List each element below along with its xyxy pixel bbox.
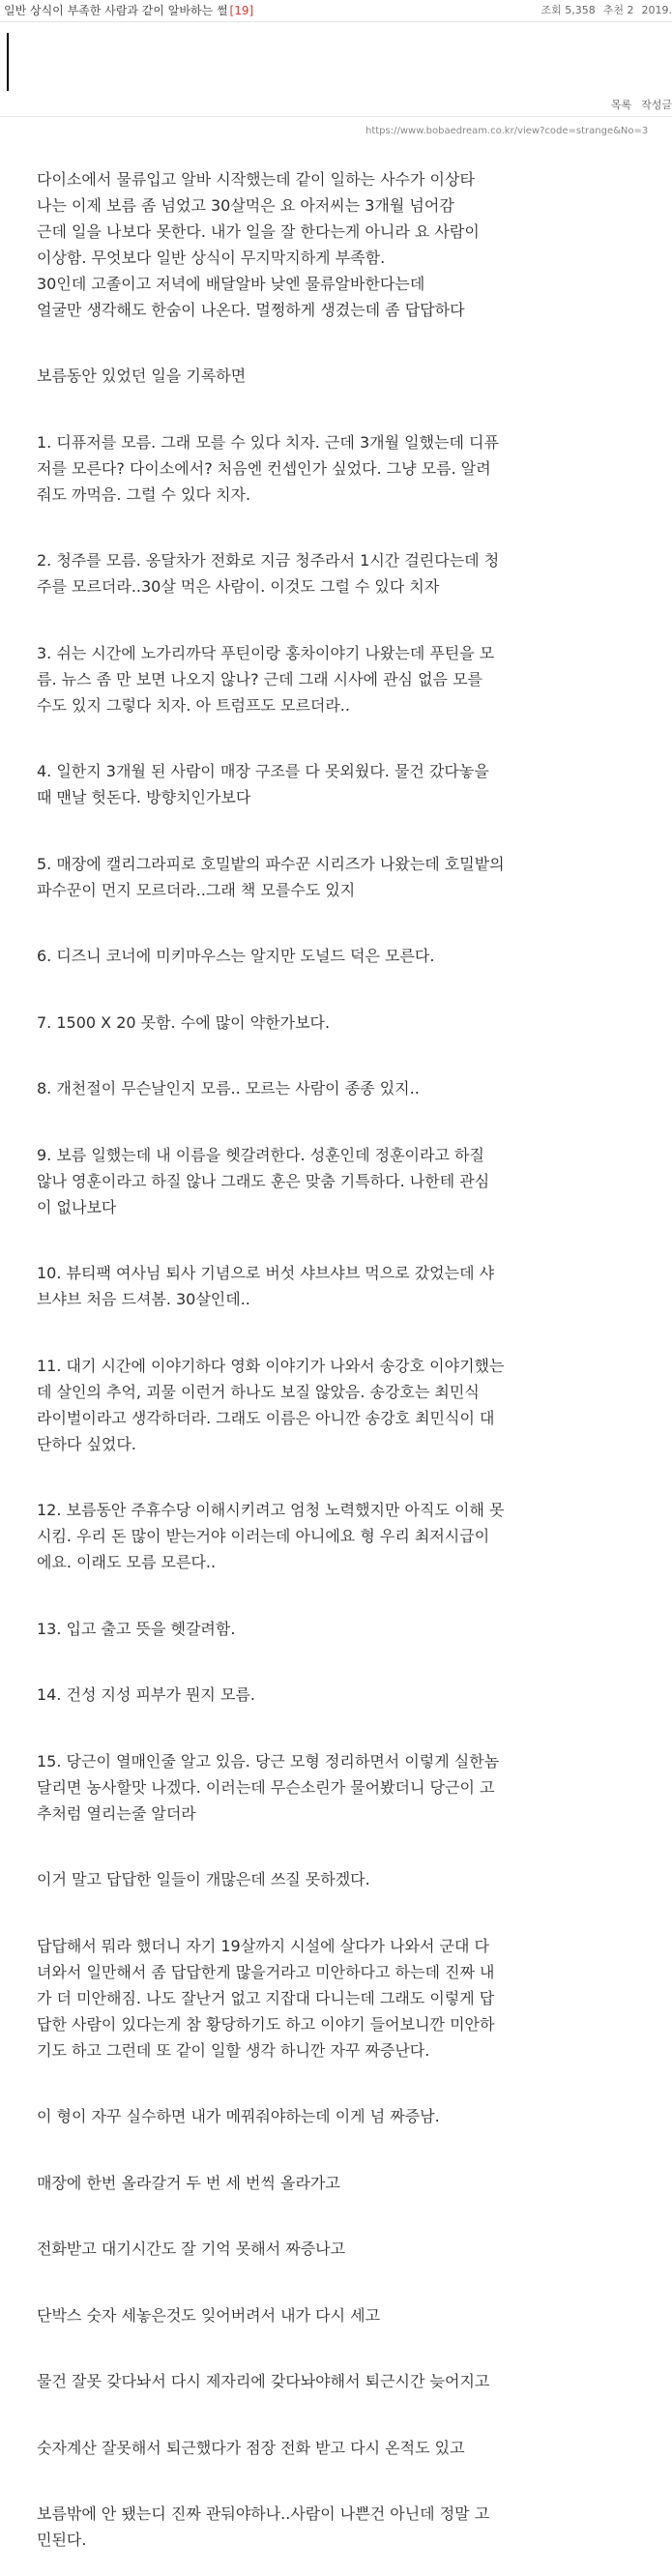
post-paragraph [37,2302,656,2328]
paragraph-line: 단하다 싶었다. [37,1435,136,1453]
paragraph-line: 않나 영훈이라고 하질 않나 그래도 훈은 맞춤 기특하다. 나한테 관심 [37,1172,490,1190]
paragraph-line: 5. 매장에 캘리그라피로 호밀밭의 파수꾼 시리즈가 나왔는데 호밀밭의 [37,855,505,873]
comment-count[interactable]: [19] [229,4,254,17]
paragraph-line: 보름밖에 안 됐는디 진짜 관둬야하나..사람이 나쁜건 아닌데 정말 고 [37,2504,490,2523]
post-paragraph [37,547,656,600]
post-paragraph [37,758,656,810]
post-paragraph [37,166,656,323]
paragraph-line: 가 더 미안해짐. 나도 잘난거 없고 지잡대 다니는데 그래도 이렇게 답 [37,1989,495,2007]
post-paragraph [37,1866,656,1892]
post-paragraph [37,1933,656,2064]
paragraph-line: 달리면 농사할맛 나겠다. 이러는데 무슨소린가 물어봤더니 당근이 고 [37,1778,495,1797]
paragraph-line: 에요. 이래도 모름 모른다.. [37,1553,217,1571]
paragraph-line: 라이벌이라고 생각하더라. 그래도 이름은 아니깐 송강호 최민식이 대 [37,1409,495,1427]
divider [0,116,672,117]
post-paragraph [37,1075,656,1101]
paragraph-line: 추처럼 열리는줄 알더라 [37,1804,196,1823]
post-title [4,0,253,21]
post-meta [534,0,672,21]
post-paragraph [37,2236,656,2262]
recommend-count: 추천 2 [602,4,634,16]
post-paragraph [37,1497,656,1575]
paragraph-line: 시킴. 우리 돈 많이 받는거야 이러는데 아니에요 형 우리 최저시급이 [37,1527,490,1545]
paragraph-line: 파수꾼이 먼지 모르더라..그래 책 모를수도 있지 [37,881,356,899]
paragraph-line: 이거 말고 답답한 일들이 개많은데 쓰질 못하겠다. [37,1870,370,1888]
list-link[interactable]: 목록 [610,99,632,111]
post-paragraph [37,640,656,718]
paragraph-line: 1. 디퓨저를 모름. 그래 모를 수 있다 치자. 근데 3개월 일했는데 디퓨 [37,433,499,452]
paragraph-line: 이 없나보다 [37,1198,117,1216]
paragraph-line: 9. 보름 일했는데 내 이름을 헷갈려한다. 성훈인데 정훈이라고 하질 [37,1146,484,1164]
paragraph-line: 녀와서 일만해서 좀 답답한게 많을거라고 미안하다고 하는데 진짜 내 [37,1963,495,1981]
paragraph-line: 3. 쉬는 시간에 노가리까닥 푸틴이랑 홍차이야기 나왔는데 푸틴을 모 [37,644,495,662]
paragraph-line: 물건 잘못 갖다놔서 다시 제자리에 갖다놔야해서 퇴근시간 늦어지고 [37,2372,490,2390]
post-paragraph [37,363,656,389]
post-paragraph [37,1682,656,1708]
paragraph-line: 14. 건성 지성 피부가 뭔지 모름. [37,1685,255,1704]
paragraph-line: 전화받고 대기시간도 잘 기억 못해서 짜증나고 [37,2239,346,2258]
post-paragraph [37,851,656,903]
paragraph-line: 7. 1500 X 20 못함. 수에 많이 약한가보다. [37,1013,331,1032]
post-paragraph [37,943,656,969]
paragraph-line: 숫자계산 잘못해서 퇴근했다가 점장 전화 받고 다시 온적도 있고 [37,2439,465,2457]
paragraph-line: 답한 사람이 있다는게 참 황당하기도 하고 이야기 들어보니깐 미안하 [37,2015,495,2034]
paragraph-line: 데 살인의 추억, 괴물 이런거 하나도 보질 않았음. 송강호는 최민식 [37,1383,480,1401]
paragraph-line: 브샤브 처음 드셔봄. 30살인데.. [37,1290,250,1308]
paragraph-line: 주를 모르더라..30살 먹은 사람이. 이것도 그럴 수 있다 치자 [37,577,440,596]
post-paragraph [37,1010,656,1036]
post-paragraph [37,1260,656,1312]
paragraph-line: 이상함. 무엇보다 일반 상식이 무지막지하게 부족함. [37,249,386,267]
paragraph-line: 2. 청주를 모름. 옹달차가 전화로 지금 청주라서 1시간 걸린다는데 청 [37,551,500,570]
paragraph-line: 4. 일한지 3개월 된 사람이 매장 구조를 다 못외웠다. 물건 갔다놓을 [37,762,489,780]
post-paragraph [37,2170,656,2196]
post-title-text: 일반 상식이 부족한 사람과 같이 알바하는 썰 [4,4,228,17]
paragraph-line: 름. 뉴스 좀 만 보면 나오지 않나? 근데 그래 시사에 관심 없음 모를 [37,670,483,688]
paragraph-line: 단박스 숫자 세놓은것도 잊어버려서 내가 다시 세고 [37,2306,381,2325]
post-paragraph [37,2435,656,2461]
paragraph-line: 12. 보름동안 주휴수당 이해시키려고 엄청 노력했지만 아직도 이해 못 [37,1501,505,1519]
paragraph-line: 답답해서 뭐라 했더니 자기 19살까지 시설에 살다가 나와서 군대 다 [37,1937,489,1955]
source-url[interactable]: https://www.bobaedream.co.kr/view?code=strange&No=3 [365,126,649,136]
post-header-bar [0,0,672,22]
paragraph-line: 11. 대기 시간에 이야기하다 영화 이야기가 나와서 송강호 이야기했는 [37,1357,505,1375]
post-paragraph [37,2368,656,2394]
paragraph-line: 보름동안 있었던 일을 기록하면 [37,366,247,385]
paragraph-line: 13. 입고 출고 뜻을 헷갈려함. [37,1620,236,1638]
post-date: 2019. [641,4,672,16]
post-paragraph [37,2103,656,2129]
text-cursor-icon [7,33,9,91]
post-paragraph [37,1353,656,1457]
paragraph-line: 저를 모른다? 다이소에서? 처음엔 컨셉인가 싶었다. 그냥 모름. 알려 [37,459,491,478]
paragraph-line: 15. 당근이 열매인줄 알고 있음. 당근 모형 정리하면서 이렇게 실한놈 [37,1752,500,1771]
paragraph-line: 매장에 한번 올라갈거 두 번 세 번씩 올라가고 [37,2174,340,2192]
paragraph-line: 6. 디즈니 코너에 미키마우스는 알지만 도널드 덕은 모른다. [37,947,435,965]
paragraph-line: 근데 일을 나보다 못한다. 내가 일을 잘 한다는게 아니라 요 사람이 [37,222,480,241]
paragraph-line: 이 형이 자꾸 실수하면 내가 메꿔줘야하는데 이게 넘 짜증남. [37,2107,440,2125]
paragraph-line: 8. 개천절이 무슨날인지 모름.. 모르는 사람이 종종 있지.. [37,1079,420,1098]
paragraph-line: 수도 있지 그렇다 치자. 아 트럼프도 모르더라.. [37,696,350,715]
paragraph-line: 10. 뷰티팩 여사님 퇴사 기념으로 버섯 샤브샤브 먹으로 갔었는데 샤 [37,1264,495,1282]
post-paragraph [37,429,656,508]
post-tools [601,97,672,112]
paragraph-line: 30인데 고졸이고 저녁에 배달알바 낮엔 물류알바한다는데 [37,275,425,293]
post-paragraph [37,1748,656,1827]
post-paragraph [37,2501,656,2553]
paragraph-line: 얼굴만 생각해도 한숨이 나온다. 멀쩡하게 생겼는데 좀 답답하다 [37,301,465,319]
author-posts-link[interactable]: 작성글 [641,99,672,111]
paragraph-line: 기도 하고 그런데 또 같이 일할 생각 하니깐 자꾸 짜증난다. [37,2041,430,2060]
post-paragraph [37,1142,656,1220]
paragraph-line: 나는 이제 보름 좀 넘었고 30살먹은 요 아저씨는 3개월 넘어감 [37,196,454,215]
paragraph-line: 다이소에서 물류입고 알바 시작했는데 같이 일하는 사수가 이상타 [37,170,475,189]
post-paragraph [37,1616,656,1642]
paragraph-line: 민된다. [37,2531,87,2549]
view-count: 조회 5,358 [541,4,596,16]
paragraph-line: 때 맨날 헛돈다. 방향치인가보다 [37,788,251,806]
paragraph-line: 줘도 까먹음. 그럴 수 있다 치자. [37,485,251,504]
